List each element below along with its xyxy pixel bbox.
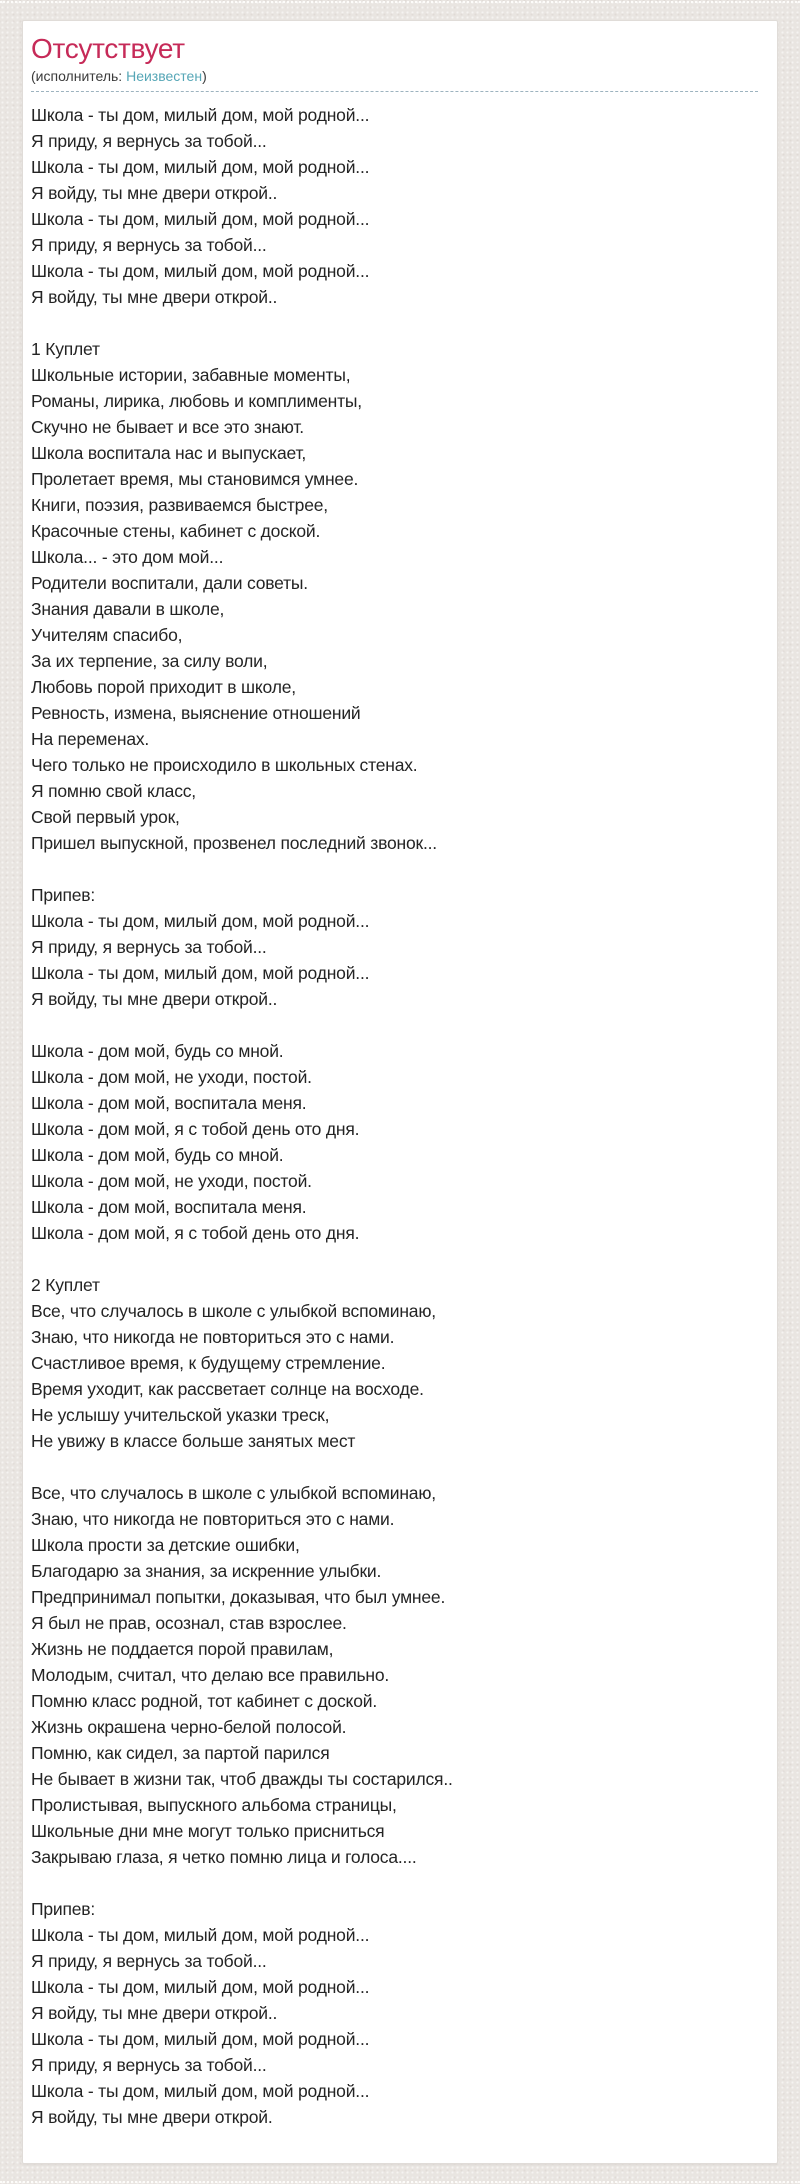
lyrics-block: Припев: Школа - ты дом, милый дом, мой родной... Я приду, я вернусь за тобой... Школа - ты дом, милый дом, мой родной... Я войду, ты мне двери открой.. Школа - ты дом, милый дом, мой родной... Я приду, я вернусь за тобой... Школа - ты дом, милый дом, мой родной... Я войду, ты мне двери открой.	[31, 1899, 370, 2127]
lyrics-block: Школа - дом мой, будь со мной. Школа - дом мой, не уходи, постой. Школа - дом мой, воспитала меня. Школа - дом мой, я с тобой день ото дня. Школа - дом мой, будь со мной. Школа - дом мой, не уходи, постой. Школа - дом мой, воспитала меня. Школа - дом мой, я с тобой день ото дня.	[31, 1041, 360, 1243]
artist-label-prefix: (исполнитель:	[31, 68, 127, 84]
song-title: Отсутствует	[31, 33, 185, 64]
lyrics-block: Припев: Школа - ты дом, милый дом, мой родной... Я приду, я вернусь за тобой... Школа - ты дом, милый дом, мой родной... Я войду, ты мне двери открой..	[31, 885, 370, 1009]
lyrics-block: Все, что случалось в школе с улыбкой вспоминаю, Знаю, что никогда не повториться это с нами. Школа прости за детские ошибки, Благодарю за знания, за искренние улыбки. Предпринимал попытки, доказывая, что был умнее. Я был не прав, осознал, став взрослее. Жизнь не поддается порой правилам, Молодым, считал, что делаю все правильно. Помню класс родной, тот кабинет с доской. Жизнь окрашена черно-белой полосой. Помню, как сидел, за партой парился Не бывает в жизни так, чтоб дважды ты состарился.. Пролистывая, выпускного альбома страницы, Школьные дни мне могут только присниться Закрываю глаза, я четко помню лица и голоса....	[31, 1483, 453, 1867]
lyrics-block: Школа - ты дом, милый дом, мой родной... Я приду, я вернусь за тобой... Школа - ты дом, милый дом, мой родной... Я войду, ты мне двери открой.. Школа - ты дом, милый дом, мой родной... Я приду, я вернусь за тобой... Школа - ты дом, милый дом, мой родной... Я войду, ты мне двери открой..	[31, 105, 370, 307]
artist-line	[31, 67, 758, 92]
card-header	[31, 33, 758, 92]
lyrics-block: 1 Куплет Школьные истории, забавные моменты, Романы, лирика, любовь и комплименты, Скучно не бывает и все это знают. Школа воспитала нас и выпускает, Пролетает время, мы становимся умнее. Книги, поэзия, развиваемся быстрее, Красочные стены, кабинет с доской. Школа... - это дом мой... Родители воспитали, дали советы. Знания давали в школе, Учителям спасибо, За их терпение, за силу воли, Любовь порой приходит в школе, Ревность, измена, выяснение отношений На переменах. Чего только не происходило в школьных стенах. Я помню свой класс, Свой первый урок, Пришел выпускной, прозвенел последний звонок...	[31, 339, 437, 853]
lyrics-text	[31, 102, 758, 2130]
lyrics-card	[22, 20, 778, 2164]
lyrics-block: 2 Куплет Все, что случалось в школе с улыбкой вспоминаю, Знаю, что никогда не повториться это с нами. Счастливое время, к будущему стремление. Время уходит, как рассветает солнце на восходе. Не услышу учительской указки треск, Не увижу в классе больше занятых мест	[31, 1275, 436, 1451]
artist-link[interactable]: Неизвестен	[126, 68, 203, 84]
artist-label-suffix: )	[202, 68, 207, 84]
